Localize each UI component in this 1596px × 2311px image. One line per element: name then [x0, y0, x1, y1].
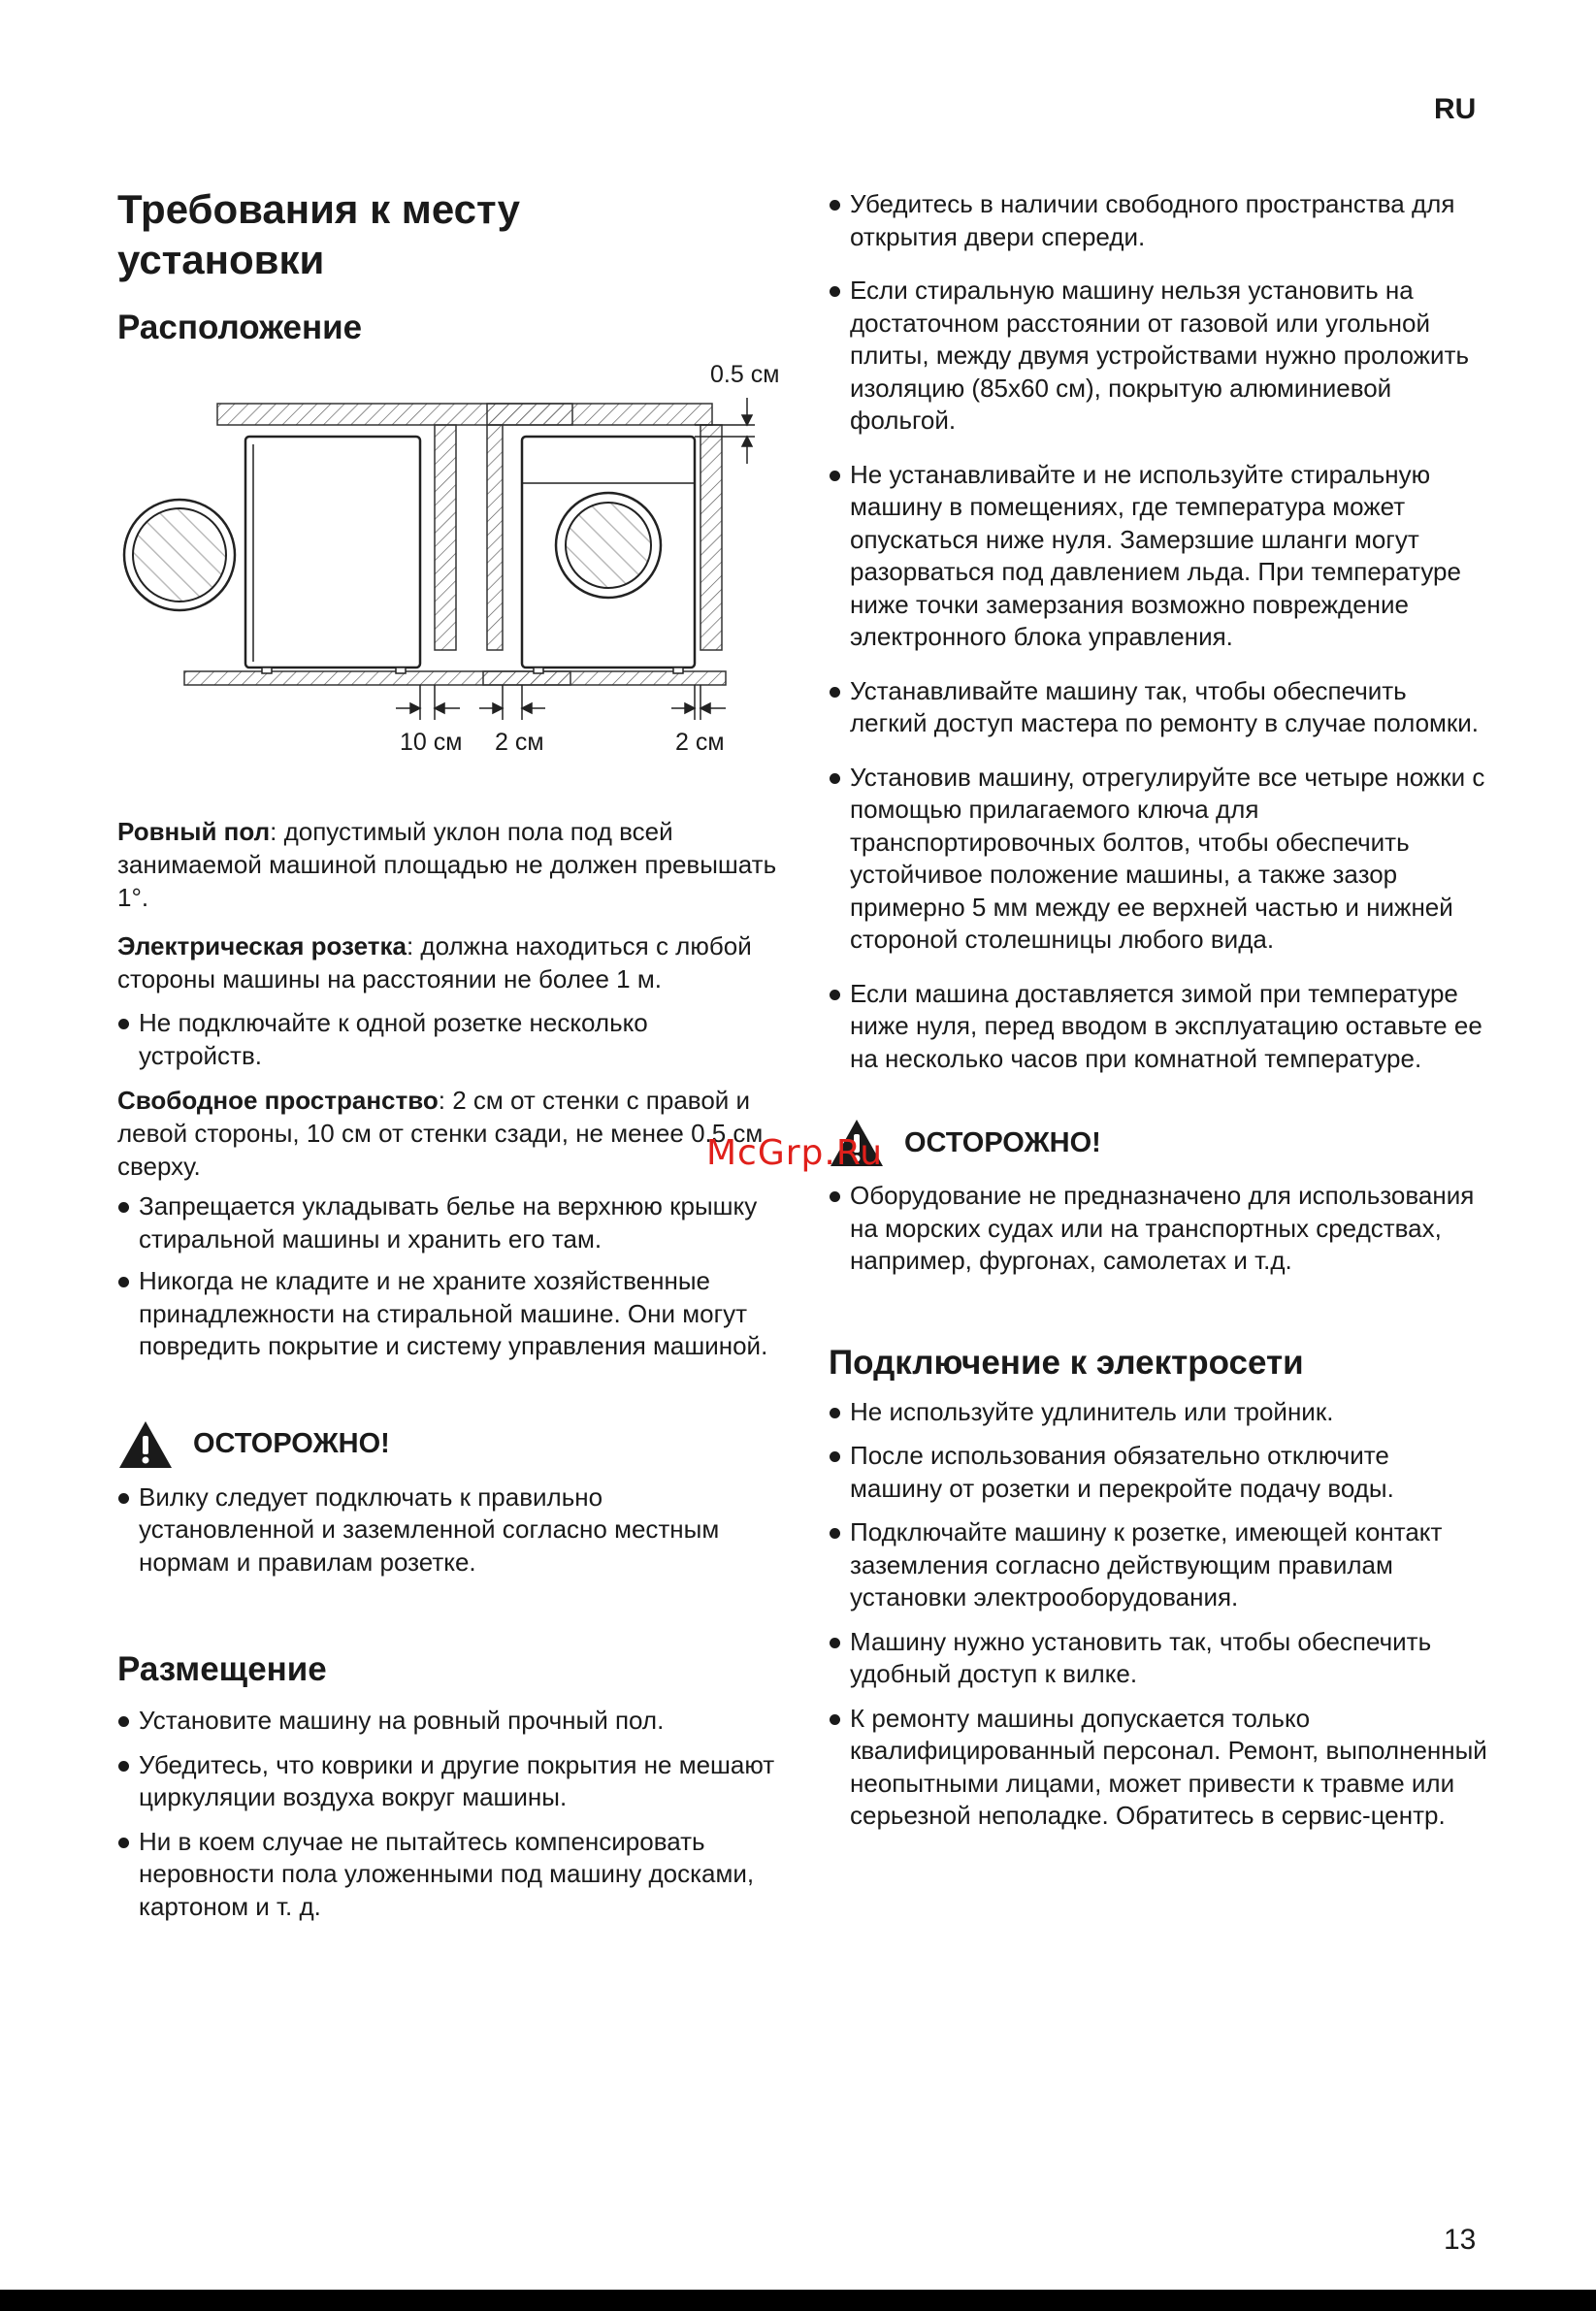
left-warning-bullets: [117, 1481, 777, 1579]
warning-title: ОСТОРОЖНО!: [193, 1428, 390, 1459]
list-item: Вилку следует подключать к правильно установленной и заземленной согласно местным нормам и правилам розетке.: [117, 1481, 777, 1579]
list-item: Не устанавливайте и не используйте стиральную машину в помещениях, где температура может опускаться ниже нуля. Замерзшие шланги могут разорваться под давлением льда. При температуре ниже точки замерзания возможно повреждение электронного блока управления.: [829, 459, 1488, 654]
list-item: К ремонту машины допускается только квалифицированный персонал. Ремонт, выполненный неопытными лицами, может привести к травме или серьезной неполадке. Обратитесь в сервис-центр.: [829, 1703, 1488, 1833]
front-view-group: [483, 404, 726, 685]
bottom-bar: [0, 2290, 1596, 2311]
right-warning-bullets: [829, 1180, 1488, 1278]
page-number: 13: [1444, 2224, 1477, 2256]
list-item: Установив машину, отрегулируйте все четыре ножки с помощью прилагаемого ключа для транспортировочных болтов, чтобы обеспечить устойчивое положение машины, а также зазор примерно 5 мм между ее верхней частью и нижней стороной столешницы любого вида.: [829, 762, 1488, 957]
right-bullets: [829, 188, 1488, 1075]
dim-right: [671, 685, 726, 720]
space-bullets: [117, 1190, 777, 1363]
list-item: Не подключайте к одной розетке несколько устройств.: [117, 1007, 777, 1072]
warning-title: ОСТОРОЖНО!: [904, 1126, 1101, 1158]
list-item: Если стиральную машину нельзя установить на достаточном расстоянии от газовой или угольной плиты, между двумя устройствами нужно проложить изоляцию (85x60 см), покрытую алюминиевой фольгой.: [829, 275, 1488, 438]
side-view-group: [124, 404, 572, 685]
floor-text: : допустимый уклон пола под всей занимаемой машиной площадью не должен превышать 1°.: [117, 817, 777, 912]
list-item: Не используйте удлинитель или тройник.: [829, 1396, 1488, 1429]
right-wall: [700, 425, 722, 650]
dim-rear: [396, 685, 460, 720]
space-text: : 2 см от стенки с правой и левой стороны, 10 см от стенки сзади, не менее 0.5 см сверху.: [117, 1086, 764, 1181]
power-heading: Подключение к электросети: [829, 1343, 1304, 1382]
front-view-door-glass: [566, 503, 651, 588]
list-item: После использования обязательно отключите машину от розетки и перекройте подачу воды.: [829, 1440, 1488, 1505]
floor-paragraph: [117, 815, 777, 914]
list-item: Ни в коем случае не пытайтесь компенсировать неровности пола уложенными под машину досками, картоном и т. д.: [117, 1826, 777, 1924]
list-item: Подключайте машину к розетке, имеющей контакт заземления согласно действующим правилам установки электрооборудования.: [829, 1516, 1488, 1614]
space-paragraph: [117, 1084, 777, 1183]
list-item: Запрещается укладывать белье на верхнюю крышку стиральной машины и хранить его там.: [117, 1190, 777, 1255]
list-item: Устанавливайте машину так, чтобы обеспечить легкий доступ мастера по ремонту в случае поломки.: [829, 675, 1488, 740]
list-item: Никогда не кладите и не храните хозяйственные принадлежности на стиральной машине. Они могут повредить покрытие и систему управления машиной.: [117, 1265, 777, 1363]
power-bullets: [829, 1396, 1488, 1833]
page-title: Требования к месту установки: [117, 186, 520, 282]
placement-heading: Размещение: [117, 1650, 327, 1688]
side-view-door-glass: [133, 508, 226, 602]
list-item: Установите машину на ровный прочный пол.: [117, 1705, 777, 1738]
socket-label: Электрическая розетка: [117, 931, 407, 960]
location-heading: Расположение: [117, 309, 363, 346]
side-view-machine: [245, 437, 420, 667]
dim-left-label: 2 см: [495, 729, 544, 756]
floor-right: [483, 671, 726, 685]
right-column: [829, 188, 1488, 1833]
placement-bullets: [117, 1705, 777, 1923]
left-column: [117, 184, 777, 349]
list-item: Убедитесь в наличии свободного пространства для открытия двери спереди.: [829, 188, 1488, 253]
left-warning-header: [117, 1419, 777, 1470]
top-wall-right: [487, 404, 712, 425]
warning-icon: [117, 1419, 174, 1470]
watermark: McGrp.Ru: [706, 1133, 884, 1173]
left-wall: [487, 425, 503, 650]
list-item: Если машина доставляется зимой при температуре ниже нуля, перед вводом в эксплуатацию оставьте ее на несколько часов при комнатной температуре.: [829, 978, 1488, 1076]
socket-paragraph: [117, 929, 777, 995]
socket-text: : должна находиться с любой стороны машины на расстоянии не более 1 м.: [117, 931, 752, 993]
dim-left: [479, 685, 545, 720]
rear-wall: [435, 425, 456, 650]
space-label: Свободное пространство: [117, 1086, 439, 1115]
floor-label: Ровный пол: [117, 817, 271, 846]
dim-rear-label: 10 см: [400, 729, 463, 756]
installation-clearance-diagram: [114, 359, 794, 766]
language-code: RU: [1434, 93, 1477, 125]
list-item: Машину нужно установить так, чтобы обеспечить удобный доступ к вилке.: [829, 1626, 1488, 1691]
left-column-body: [117, 815, 777, 1923]
dim-top-label: 0.5 см: [710, 361, 780, 388]
socket-bullets: [117, 1007, 777, 1072]
list-item: Убедитесь, что коврики и другие покрытия не мешают циркуляции воздуха вокруг машины.: [117, 1749, 777, 1814]
list-item: Оборудование не предназначено для использования на морских судах или на транспортных средствах, например, фургонах, самолетах и т.д.: [829, 1180, 1488, 1278]
dim-right-label: 2 см: [675, 729, 725, 756]
right-warning-header: [829, 1118, 1488, 1168]
